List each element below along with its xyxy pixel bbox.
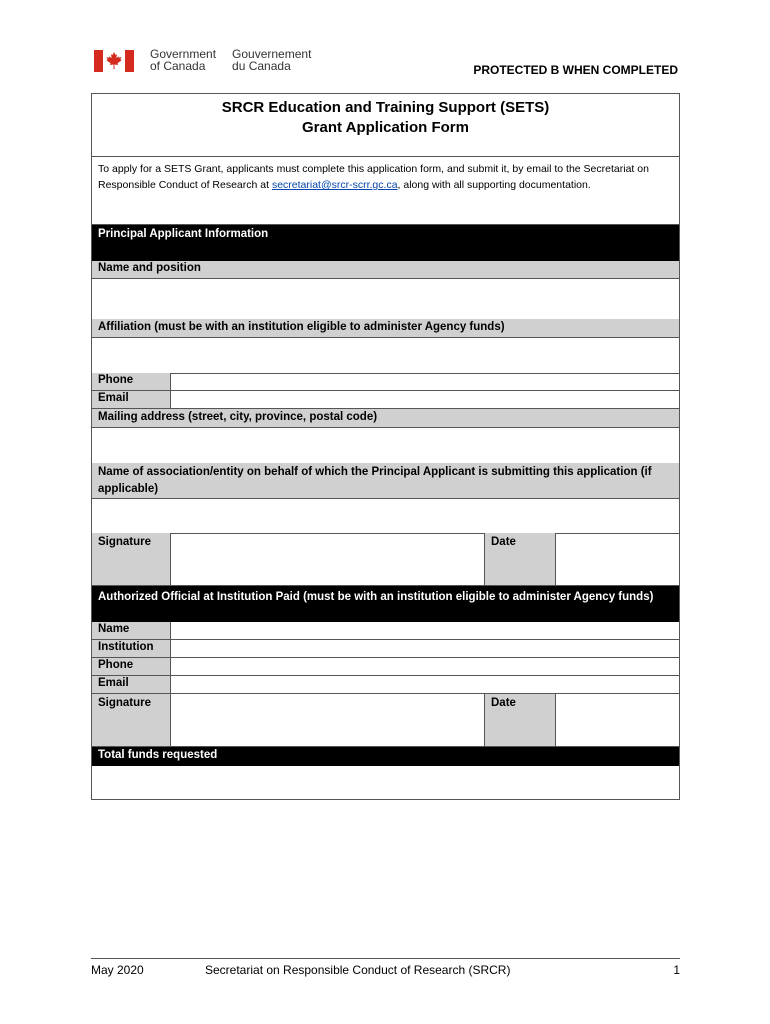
official-phone-row[interactable] xyxy=(92,658,679,676)
intro-paragraph: To apply for a SETS Grant, applicants must complete this application form, and submit it, by email to the Secretariat on Responsible Conduct of Research at secretariat@srcr-scrr.gc.ca, along with all supporting documentation. xyxy=(92,156,679,225)
phone-label: Phone xyxy=(92,373,171,390)
official-institution-row[interactable] xyxy=(92,640,679,658)
official-email-row[interactable] xyxy=(92,676,679,694)
official-email-label: Email xyxy=(92,676,171,693)
form-title xyxy=(92,94,679,157)
signature-field[interactable] xyxy=(171,533,484,585)
principal-heading: Principal Applicant Information xyxy=(92,225,679,261)
date-label: Date xyxy=(484,533,556,585)
footer-date: May 2020 xyxy=(91,963,144,977)
date-field[interactable] xyxy=(556,533,679,585)
official-signature-row xyxy=(92,694,679,747)
name-position-label: Name and position xyxy=(92,261,679,279)
official-phone-label: Phone xyxy=(92,658,171,675)
mailing-label: Mailing address (street, city, province, postal code) xyxy=(92,409,679,428)
affiliation-field[interactable] xyxy=(92,338,679,374)
association-label: Name of association/entity on behalf of which the Principal Applicant is submitting this application (if applicable) xyxy=(92,463,679,499)
name-position-field[interactable] xyxy=(92,279,679,320)
phone-row[interactable] xyxy=(92,373,679,391)
application-form xyxy=(91,93,680,800)
official-institution-label: Institution xyxy=(92,640,171,657)
total-funds-heading: Total funds requested xyxy=(92,747,679,766)
protected-label: PROTECTED B WHEN COMPLETED xyxy=(473,63,678,77)
official-name-label: Name xyxy=(92,622,171,639)
government-of-canada-signature xyxy=(94,48,311,74)
total-funds-field[interactable] xyxy=(92,766,679,799)
email-label: Email xyxy=(92,391,171,408)
email-row[interactable] xyxy=(92,391,679,409)
email-link[interactable]: secretariat@srcr-scrr.gc.ca xyxy=(271,179,398,191)
title-line-1: SRCR Education and Training Support (SETS) xyxy=(221,99,550,116)
principal-signature-row xyxy=(92,533,679,586)
signature-label: Signature xyxy=(92,533,171,585)
official-date-label: Date xyxy=(484,694,556,746)
mailing-field[interactable] xyxy=(92,428,679,464)
gov-name-english: Government of Canada xyxy=(150,47,217,73)
affiliation-label: Affiliation (must be with an institution eligible to administer Agency funds) xyxy=(92,319,679,338)
official-signature-label: Signature xyxy=(92,694,171,746)
official-date-field[interactable] xyxy=(556,694,679,746)
official-signature-field[interactable] xyxy=(171,694,484,746)
gov-name-french: Gouvernement du Canada xyxy=(232,47,312,73)
official-heading: Authorized Official at Institution Paid (must be with an institution eligible to administer Agency funds) xyxy=(92,586,679,622)
canada-flag-icon xyxy=(94,50,134,72)
official-name-row[interactable] xyxy=(92,622,679,640)
association-field[interactable] xyxy=(92,499,679,534)
footer-org: Secretariat on Responsible Conduct of Research (SRCR) xyxy=(205,963,511,977)
page-footer xyxy=(91,958,680,977)
title-line-2: Grant Application Form xyxy=(302,119,469,136)
page-number: 1 xyxy=(673,963,680,977)
